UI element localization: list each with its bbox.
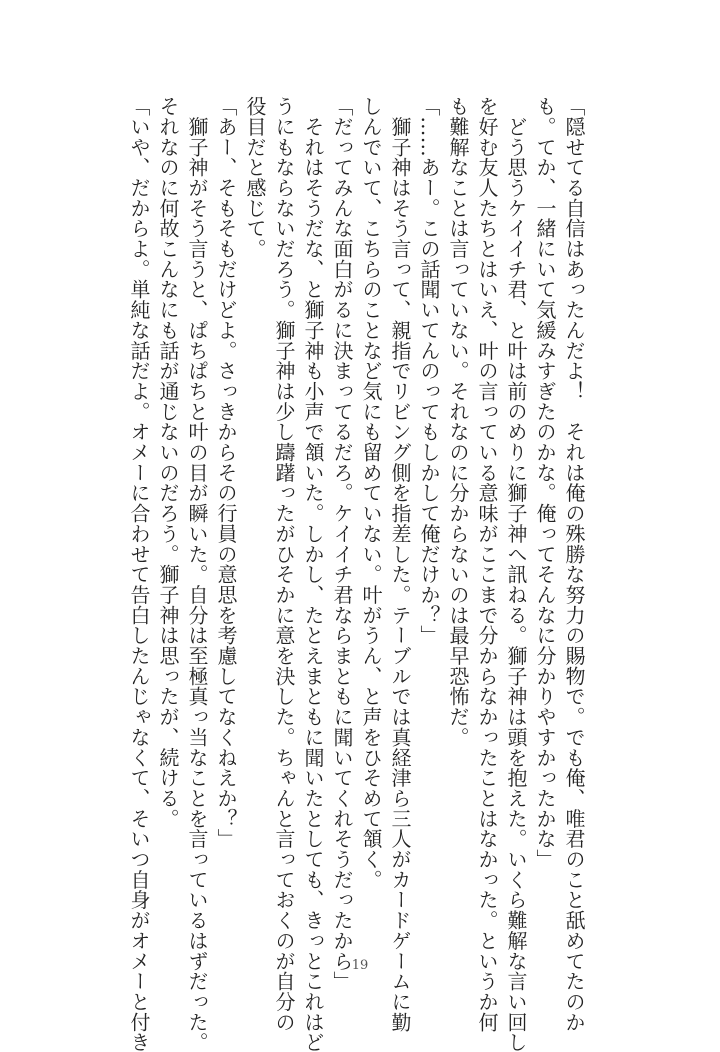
text-line-7: 獅子神はそう言って、親指でリビング側を指差した。テーブルでは真経津ら三人がカードゲームに勤: [388, 96, 412, 1033]
page-number: 19: [351, 958, 369, 973]
text-line-1: 「隠せてる自信はあったんだよ！ それは俺の殊勝な努力の賜物で。でも俺、唯君のこと舐めてたのか: [562, 96, 586, 1033]
text-line-15: それなのに何故こんなにも話が通じないのだろう。獅子神は思ったが、続ける。: [156, 96, 180, 829]
text-line-8: しんでいて、こちらのことなど気にも留めていない。叶がうん、と声をひそめて頷く。: [359, 96, 383, 890]
text-line-2: も。てか、一緒にいて気緩みすぎたのかな。俺ってそんなに分かりやすかったかな」: [533, 96, 557, 870]
text-line-12: 役目だと感じて。: [243, 96, 267, 259]
text-line-13: 「あー、そもそもだけどよ。さっきからその行員の意思を考慮してなくねえか？」: [214, 96, 238, 849]
text-line-6: 「……あー。この話聞いてんのってもしかして俺だけか？」: [417, 96, 441, 646]
text-line-4: を好む友人たちとはいえ、叶の言っている意味がここまで分からなかったことはなかった。というか何: [475, 96, 499, 1033]
text-line-11: うにもならないだろう。獅子神は少し躊躇ったがひそかに意を決した。ちゃんと言っておくのが自分の: [272, 96, 296, 1033]
text-line-16: 「いや、だからよ。単純な話だよ。オメーに合わせて告白したんじゃなくて、そいつ自身がオメーと付き: [127, 96, 151, 1052]
text-line-3: どう思うケイイチ君、と叶は前のめりに獅子神へ訊ねる。獅子神は頭を抱えた。いくら難解な言い回し: [504, 96, 528, 1052]
text-line-9: 「だってみんな面白がるに決まってるだろ。ケイイチ君ならまともに聞いてくれそうだったから」: [330, 96, 354, 992]
text-line-5: も難解なことは言っていない。それなのに分からないのは最早恐怖だ。: [446, 96, 470, 748]
text-line-10: それはそうだな、と獅子神も小声で頷いた。しかし、たとえまともに聞いたとしても、きっとこれはど: [301, 96, 325, 1052]
text-line-14: 獅子神がそう言うと、ぱちぱちと叶の目が瞬いた。自分は至極真っ当なことを言っているはずだった。: [185, 96, 209, 1052]
